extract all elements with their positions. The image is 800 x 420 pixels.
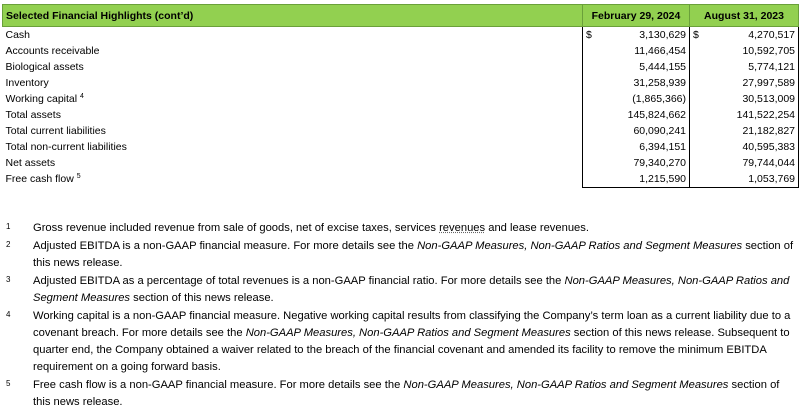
- value-aug-2023-text: 4,270,517: [748, 28, 796, 41]
- row-label: [3, 123, 583, 139]
- value-aug-2023-text: 141,522,254: [736, 108, 796, 121]
- row-label: [3, 43, 583, 59]
- row-label: [3, 27, 583, 44]
- currency-symbol: [583, 171, 599, 188]
- table-header-row: [3, 5, 799, 27]
- footnote-text: Working capital is a non-GAAP financial measure. Negative working capital results from classifying the Company’s term loan as a current liability due to a covenant breach. For more details see the: [33, 310, 791, 339]
- table-row: [3, 59, 799, 75]
- footnote-text-tail: section of this news release.: [130, 292, 274, 304]
- row-label: [3, 107, 583, 123]
- footnotes: [6, 220, 796, 412]
- column-header-aug-2023: August 31, 2023: [690, 5, 799, 27]
- footnote-5: [6, 377, 796, 411]
- value-feb-2024: 31,258,939: [633, 76, 687, 89]
- table-title: Selected Financial Highlights (cont’d): [3, 5, 583, 27]
- footnote-1: [6, 220, 796, 237]
- value-aug-2023-text: 79,744,044: [742, 156, 796, 169]
- row-label: [3, 155, 583, 171]
- row-label-text: Free cash flow: [5, 172, 74, 185]
- footnote-italic-ref: Non-GAAP Measures, Non-GAAP Ratios and Segment Measures: [33, 275, 790, 304]
- table-row: [3, 91, 799, 107]
- value-feb-2024: 5,444,155: [639, 60, 687, 73]
- footnote-number: 2: [6, 240, 11, 249]
- footnote-number: 5: [6, 379, 11, 388]
- currency-symbol: $: [583, 27, 599, 44]
- value-feb-2024: 60,090,241: [633, 124, 687, 137]
- footnote-4: [6, 308, 796, 376]
- value-aug-2023-text: 5,774,121: [748, 60, 796, 73]
- table-row: [3, 75, 799, 91]
- table-row: [3, 171, 799, 188]
- table-body: [3, 27, 799, 188]
- value-aug-2023-text: 40,595,383: [742, 140, 796, 153]
- row-label: [3, 139, 583, 155]
- row-label-text: Inventory: [5, 76, 49, 89]
- table-row: [3, 43, 799, 59]
- table-row: [3, 27, 799, 44]
- currency-symbol: [583, 139, 599, 155]
- value-feb-2024: (1,865,366): [632, 92, 687, 105]
- value-feb-2024: 3,130,629: [639, 28, 687, 41]
- value-feb-2024: 1,215,590: [599, 171, 690, 188]
- value-aug-2023: [690, 107, 799, 123]
- footnote-italic-ref: Non-GAAP Measures, Non-GAAP Ratios and Segment Measures: [403, 379, 729, 391]
- footnote-ref: 5: [76, 172, 81, 180]
- row-label-text: Total assets: [5, 108, 61, 121]
- table-row: [3, 139, 799, 155]
- currency-symbol: [583, 91, 599, 107]
- value-aug-2023: [690, 139, 799, 155]
- footnote-number: 4: [6, 310, 11, 319]
- table-row: [3, 123, 799, 139]
- currency-symbol: [583, 43, 599, 59]
- value-aug-2023: [690, 43, 799, 59]
- value-aug-2023: [690, 171, 799, 188]
- value-aug-2023-text: 10,592,705: [742, 44, 796, 57]
- table-row: [3, 155, 799, 171]
- row-label: [3, 171, 583, 188]
- table-row: [3, 107, 799, 123]
- currency-symbol: [583, 155, 599, 171]
- footnote-number: 3: [6, 275, 11, 284]
- financial-highlights-table: [2, 4, 799, 188]
- footnote-3: [6, 273, 796, 307]
- footnote-text: Gross revenue included revenue from sale of goods, net of excise taxes, services: [33, 222, 440, 234]
- value-aug-2023: [690, 75, 799, 91]
- row-label: [3, 75, 583, 91]
- value-feb-2024: 145,824,662: [627, 108, 687, 121]
- value-aug-2023-text: 21,182,827: [742, 124, 796, 137]
- row-label-text: Accounts receivable: [5, 44, 100, 57]
- value-feb-2024: 11,466,454: [634, 44, 687, 57]
- row-label: [3, 91, 583, 107]
- footnote-italic-ref: Non-GAAP Measures, Non-GAAP Ratios and Segment Measures: [245, 327, 571, 339]
- currency-symbol: [583, 75, 599, 91]
- value-aug-2023-text: 1,053,769: [748, 172, 796, 185]
- value-aug-2023: [690, 123, 799, 139]
- row-label-text: Working capital: [5, 92, 78, 105]
- row-label-text: Biological assets: [5, 60, 84, 73]
- footnote-2: [6, 238, 796, 272]
- value-aug-2023-text: 27,997,589: [742, 76, 796, 89]
- footnote-text: Free cash flow is a non-GAAP financial measure. For more details see the: [33, 379, 404, 391]
- footnote-ref: 4: [80, 92, 84, 100]
- currency-symbol: [583, 123, 599, 139]
- footnote-italic-ref: Non-GAAP Measures, Non-GAAP Ratios and Segment Measures: [417, 240, 743, 252]
- currency-symbol-2: $: [693, 28, 699, 41]
- currency-symbol: [583, 59, 599, 75]
- footnote-text-tail: section of this news release.: [33, 240, 794, 269]
- row-label-text: Total non-current liabilities: [5, 140, 127, 153]
- row-label-text: Total current liabilities: [5, 124, 106, 137]
- currency-symbol: [583, 107, 599, 123]
- value-feb-2024: 6,394,151: [639, 140, 687, 153]
- row-label-text: Net assets: [5, 156, 56, 169]
- footnote-dotted-word: revenues: [439, 222, 486, 234]
- row-label-text: Cash: [5, 28, 31, 41]
- footnote-number: 1: [6, 222, 11, 231]
- footnote-text: Adjusted EBITDA is a non-GAAP financial measure. For more details see the: [33, 240, 418, 252]
- value-aug-2023: [690, 59, 799, 75]
- row-label: [3, 59, 583, 75]
- footnote-text: Adjusted EBITDA as a percentage of total revenues is a non-GAAP financial ratio. For more details see the: [33, 275, 565, 287]
- value-aug-2023: [690, 91, 799, 107]
- column-header-feb-2024: February 29, 2024: [583, 5, 690, 27]
- value-feb-2024: 79,340,270: [633, 156, 687, 169]
- footnote-text-tail: section of this news release.: [33, 379, 780, 408]
- value-aug-2023: [690, 27, 799, 44]
- footnote-text-post: and lease revenues.: [485, 222, 589, 234]
- footnote-text-tail: section of this news release. Subsequent to quarter end, the Company obtained a waiver related to the breach of the financial covenant and amended its facility to remove the minimum EBITDA requirement on a going forward basis.: [33, 327, 790, 373]
- value-aug-2023: [690, 155, 799, 171]
- value-aug-2023-text: 30,513,009: [742, 92, 796, 105]
